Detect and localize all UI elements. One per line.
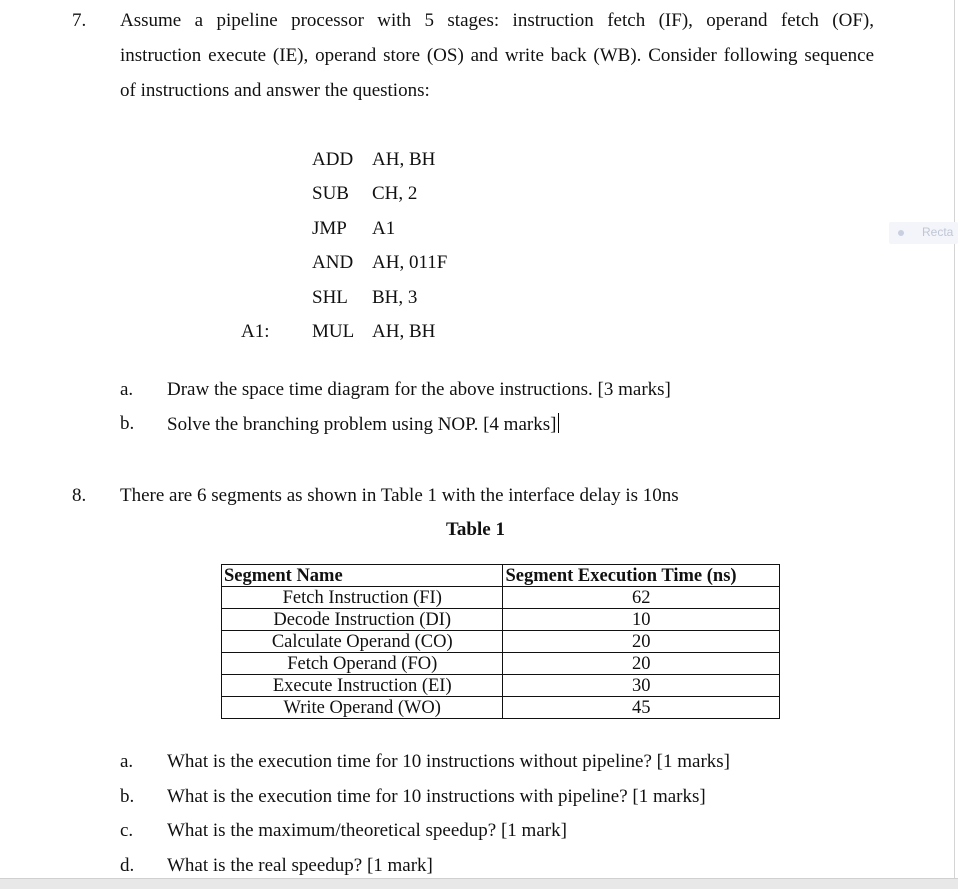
code-op: ADD (312, 149, 354, 170)
code-args: AH, BH (372, 149, 436, 170)
table-title: Table 1 (446, 519, 505, 540)
table-header-segment-name: Segment Name (222, 565, 503, 587)
segment-name-cell: Calculate Operand (CO) (222, 631, 503, 653)
side-annotation-label: Recta (922, 225, 954, 239)
side-annotation-tag[interactable] (889, 222, 958, 244)
text-cursor (558, 413, 559, 433)
code-args: AH, BH (372, 321, 436, 342)
question-8-number: 8. (72, 485, 87, 506)
segment-time-cell: 10 (503, 609, 780, 631)
segment-name-cell: Fetch Operand (FO) (222, 653, 503, 675)
segment-time-cell: 20 (503, 631, 780, 653)
question-8-part-text: What is the maximum/theoretical speedup? [1 mark] (167, 820, 567, 841)
table-row (222, 587, 780, 609)
question-8-part-letter: d. (120, 855, 135, 876)
question-8-part-letter: b. (120, 786, 135, 807)
question-7-part-letter: b. (120, 413, 135, 434)
table-row (222, 653, 780, 675)
table-row (222, 675, 780, 697)
code-op: MUL (312, 321, 355, 342)
segment-name-cell: Decode Instruction (DI) (222, 609, 503, 631)
segment-name-cell: Write Operand (WO) (222, 697, 503, 719)
question-7-part-b[interactable] (167, 413, 559, 436)
code-args: CH, 2 (372, 183, 418, 204)
table-header-execution-time: Segment Execution Time (ns) (503, 565, 780, 587)
code-args: A1 (372, 218, 396, 239)
table-row (222, 697, 780, 719)
code-args: BH, 3 (372, 287, 418, 308)
question-8-part-text: What is the real speedup? [1 mark] (167, 855, 433, 876)
segment-name-cell: Fetch Instruction (FI) (222, 587, 503, 609)
question-7-text-line-1: Assume a pipeline processor with 5 stages: instruction fetch (IF), operand fetch (OF), (120, 10, 874, 31)
code-op: SUB (312, 183, 349, 204)
question-8-part-text: What is the execution time for 10 instructions with pipeline? [1 marks] (167, 786, 706, 807)
question-8-part-letter: a. (120, 751, 134, 772)
window-bottom-bar (0, 878, 958, 889)
segment-time-cell: 20 (503, 653, 780, 675)
question-8-part-letter: c. (120, 820, 134, 841)
question-7-part-text: Draw the space time diagram for the above instructions. [3 marks] (167, 379, 671, 400)
table-header-row (222, 565, 780, 587)
segment-table (221, 564, 780, 719)
segment-time-cell: 30 (503, 675, 780, 697)
question-7-number: 7. (72, 10, 87, 31)
segment-time-cell: 62 (503, 587, 780, 609)
code-op: SHL (312, 287, 348, 308)
code-label: A1: (241, 321, 270, 342)
segment-time-cell: 45 (503, 697, 780, 719)
table-row (222, 609, 780, 631)
question-7-text-line-3: of instructions and answer the questions: (120, 80, 430, 101)
question-8-intro: There are 6 segments as shown in Table 1 with the interface delay is 10ns (120, 485, 679, 506)
segment-name-cell: Execute Instruction (EI) (222, 675, 503, 697)
code-args: AH, 011F (372, 252, 448, 273)
page-edge (954, 0, 955, 878)
code-op: AND (312, 252, 354, 273)
question-7-part-letter: a. (120, 379, 134, 400)
tag-dot-icon (898, 230, 904, 236)
code-op: JMP (312, 218, 347, 239)
question-7-part-text: Solve the branching problem using NOP. [4 marks] (167, 414, 557, 435)
question-7-text-line-2: instruction execute (IE), operand store (OS) and write back (WB). Consider following sequence (120, 45, 874, 66)
question-8-part-text: What is the execution time for 10 instructions without pipeline? [1 marks] (167, 751, 731, 772)
table-row (222, 631, 780, 653)
